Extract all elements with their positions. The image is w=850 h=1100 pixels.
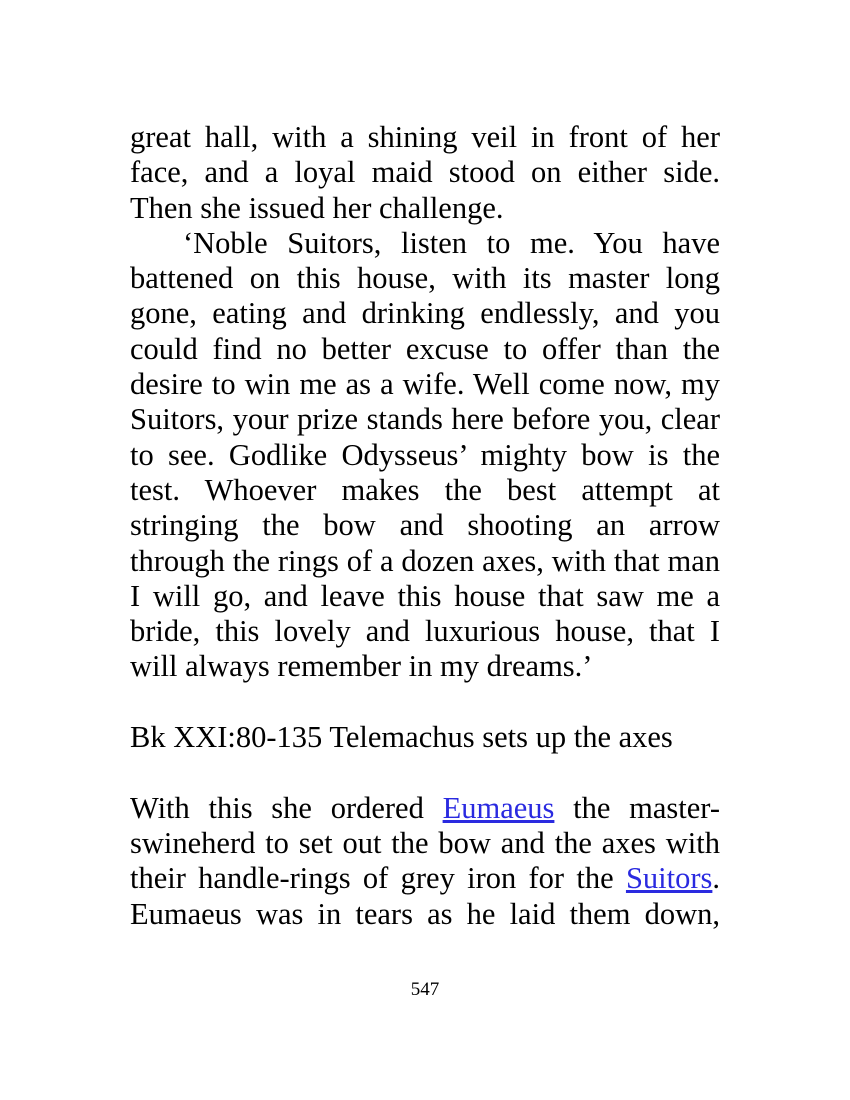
text-line: swineherd to set out the bow and the axes with: [130, 825, 720, 860]
text-line: Eumaeus was in tears as he laid them down,: [130, 896, 720, 931]
paragraph-2: [130, 226, 720, 685]
text-line: through the rings of a dozen axes, with that man: [130, 543, 720, 578]
page-body: [130, 120, 720, 932]
text-line: Suitors, your prize stands here before you, clear: [130, 402, 720, 437]
text-line: ‘Noble Suitors, listen to me. You have: [183, 225, 720, 260]
paragraph-1: [130, 120, 720, 226]
page-number: 547: [410, 979, 440, 1000]
text-line: gone, eating and drinking endlessly, and you: [130, 296, 720, 331]
text-line: could find no better excuse to offer than the: [130, 331, 720, 366]
eumaeus-link[interactable]: Eumaeus: [442, 790, 555, 825]
text-line: to see. Godlike Odysseus’ mighty bow is the: [130, 437, 720, 472]
suitors-link[interactable]: Suitors: [625, 861, 713, 896]
text-line: test. Whoever makes the best attempt at: [130, 472, 720, 507]
text-line: great hall, with a shining veil in front of her: [130, 120, 720, 154]
text-span: .: [712, 861, 720, 896]
spacer: [130, 685, 720, 720]
text-line: will always remember in my dreams.’: [130, 649, 593, 684]
text-line: face, and a loyal maid stood on either side.: [130, 155, 720, 190]
text-span: the master-: [554, 790, 720, 825]
section-heading: Bk XXI:80-135 Telemachus sets up the axes: [130, 720, 673, 755]
text-line: Then she issued her challenge.: [130, 190, 504, 225]
text-line: desire to win me as a wife. Well come now, my: [130, 367, 720, 402]
text-line: I will go, and leave this house that saw me a: [130, 578, 720, 613]
text-line: stringing the bow and shooting an arrow: [130, 508, 720, 543]
spacer: [130, 755, 720, 790]
text-line: [130, 791, 720, 826]
text-line: battened on this house, with its master long: [130, 261, 720, 296]
paragraph-3: [130, 791, 720, 932]
text-line: [130, 861, 720, 896]
text-span: With this she ordered: [130, 790, 443, 825]
text-line: bride, this lovely and luxurious house, that I: [130, 614, 720, 649]
text-span: their handle-rings of grey iron for the: [130, 861, 626, 896]
